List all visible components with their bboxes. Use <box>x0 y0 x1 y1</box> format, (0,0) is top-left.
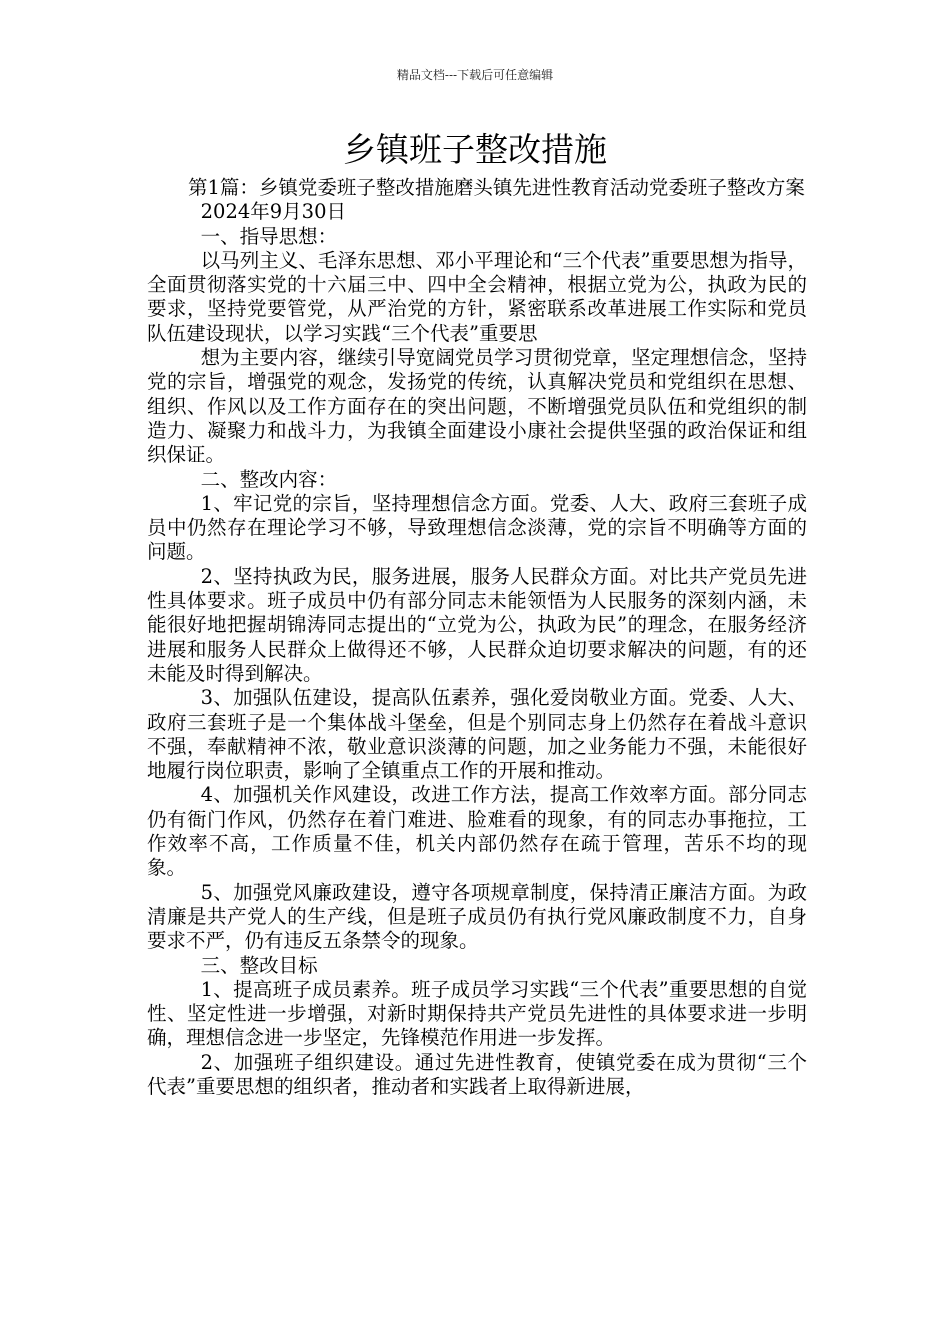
paragraph: 想为主要内容，继续引导宽阔党员学习贯彻党章，坚定理想信念，坚持党的宗旨，增强党的观念，发扬党的传统，认真解决党员和党组织在思想、组织、作风以及工作方面存在的突出问题，不断增强党员队伍和党组织的制造力、凝聚力和战斗力，为我镇全面建设小康社会提供坚强的政治保证和组织保证。 <box>147 346 807 467</box>
paragraph: 三、整改目标 <box>200 953 318 977</box>
paragraph: 3、加强队伍建设，提高队伍素养，强化爱岗敬业方面。党委、人大、政府三套班子是一个集体战斗堡垒，但是个别同志身上仍然存在着战斗意识不强，奉献精神不浓，敬业意识淡薄的问题，加之业务能力不强，未能很好地履行岗位职责，影响了全镇重点工作的开展和推动。 <box>147 686 807 783</box>
page-header: 精品文档---下载后可任意编辑 <box>396 68 554 82</box>
paragraph: 4、加强机关作风建设，改进工作方法，提高工作效率方面。部分同志仍有衙门作风，仍然存在着门难进、脸难看的现象，有的同志办事拖拉，工作效率不高，工作质量不佳，机关内部仍然存在疏于管理，苦乐不均的现象。 <box>147 783 807 880</box>
paragraph: 第1篇：乡镇党委班子整改措施磨头镇先进性教育活动党委班子整改方案 <box>187 176 805 199</box>
paragraph: 以马列主义、毛泽东思想、邓小平理论和“三个代表”重要思想为指导，全面贯彻落实党的十六届三中、四中全会精神，根据立党为公，执政为民的要求，坚持党要管党，从严治党的方针，紧密联系改革进展工作实际和党员队伍建设现状，以学习实践“三个代表”重要思 <box>147 248 807 345</box>
paragraph: 1、牢记党的宗旨，坚持理想信念方面。党委、人大、政府三套班子成员中仍然存在理论学习不够，导致理想信念淡薄，党的宗旨不明确等方面的问题。 <box>147 491 807 564</box>
paragraph: 1、提高班子成员素养。班子成员学习实践“三个代表”重要思想的自觉性、坚定性进一步增强，对新时期保持共产党员先进性的具体要求进一步明确，理想信念进一步坚定，先锋模范作用进一步发挥。 <box>147 977 807 1050</box>
paragraph: 2、坚持执政为民，服务进展，服务人民群众方面。对比共产党员先进性具体要求。班子成员中仍有部分同志未能领悟为人民服务的深刻内涵，未能很好地把握胡锦涛同志提出的“立党为公，执政为民”的理念，在服务经济进展和服务人民群众上做得还不够，人民群众迫切要求解决的问题，有的还未能及时得到解决。 <box>147 564 807 685</box>
paragraph: 2、加强班子组织建设。通过先进性教育，使镇党委在成为贯彻“三个代表”重要思想的组织者，推动者和实践者上取得新进展， <box>147 1050 807 1098</box>
paragraph: 5、加强党风廉政建设，遵守各项规章制度，保持清正廉洁方面。为政清廉是共产党人的生产线，但是班子成员仍有执行党风廉政制度不力，自身要求不严，仍有违反五条禁令的现象。 <box>147 880 807 953</box>
paragraph: 2024年9月30日 <box>200 200 346 224</box>
document-body <box>147 176 807 1099</box>
document-title: 乡镇班子整改措施 <box>343 130 607 169</box>
paragraph: 一、指导思想： <box>200 224 338 248</box>
paragraph: 二、整改内容： <box>200 467 338 491</box>
